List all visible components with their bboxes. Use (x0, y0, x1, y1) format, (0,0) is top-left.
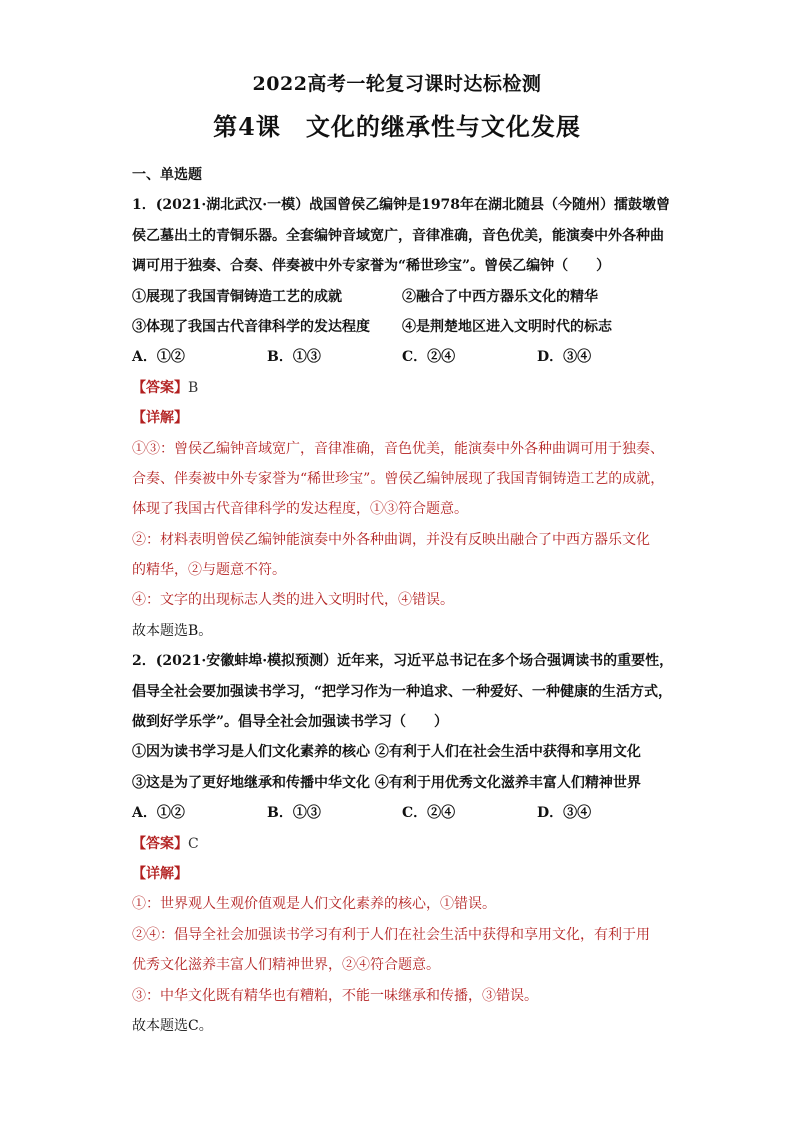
conclusion-line: 故本题选C。 (132, 1017, 213, 1034)
answer-line (132, 829, 672, 859)
conclusion-line: 故本题选B。 (132, 622, 213, 639)
question-stem-line: 做到好学乐学”。倡导全社会加强读书学习（ ） (132, 714, 449, 731)
statement-option: ①展现了我国青铜铸造工艺的成就 (132, 288, 342, 305)
document-title: 2022高考一轮复习课时达标检测 (252, 73, 542, 95)
choice-a: A．①② (132, 349, 185, 366)
detail-label: 【详解】 (132, 410, 188, 427)
choice-row (132, 342, 672, 372)
detail-line: ①：世界观人生观价值观是人们文化素养的核心，①错误。 (132, 896, 496, 913)
statement-option: ②融合了中西方器乐文化的精华 (402, 288, 598, 305)
detail-line: ①③：曾侯乙编钟音域宽广，音律准确，音色优美，能演奏中外各种曲调可用于独奏、 (132, 440, 664, 457)
statement-option: ③体现了我国古代音律科学的发达程度 (132, 318, 370, 335)
choice-row (132, 798, 672, 828)
detail-line: ④：文字的出现标志人类的进入文明时代，④错误。 (132, 592, 454, 609)
question-1 (132, 190, 672, 646)
question-stem-line: 侯乙墓出土的青铜乐器。全套编钟音域宽广，音律准确，音色优美，能演奏中外各种曲 (132, 227, 664, 244)
lesson-title: 第4课 文化的继承性与文化发展 (213, 112, 581, 141)
question-2 (132, 646, 672, 1041)
option-row (132, 282, 672, 312)
document-body (132, 160, 672, 1041)
choice-d: D．③④ (537, 349, 592, 366)
choice-b: B．①③ (267, 349, 321, 366)
statement-option-row: ①因为读书学习是人们文化素养的核心 ②有利于人们在社会生活中获得和享用文化 (132, 744, 641, 761)
detail-line: 优秀文化滋养丰富人们精神世界，②④符合题意。 (132, 957, 440, 974)
answer-label: 【答案】 (132, 379, 188, 396)
answer-value: C (188, 835, 199, 852)
choice-b: B．①③ (267, 805, 321, 822)
detail-line: ③：中华文化既有精华也有糟粕，不能一味继承和传播，③错误。 (132, 987, 538, 1004)
statement-option: ④是荆楚地区进入文明时代的标志 (402, 318, 612, 335)
answer-value: B (188, 379, 199, 396)
choice-c: C．②④ (402, 349, 456, 366)
question-stem-line: 2．(2021·安徽蚌埠·模拟预测）近年来，习近平总书记在多个场合强调读书的重要性， (132, 653, 674, 670)
question-stem-line: 1．(2021·湖北武汉·一模）战国曾侯乙编钟是1978年在湖北随县（今随州）擂鼓墩曾 (132, 197, 671, 214)
detail-line: ②：材料表明曾侯乙编钟能演奏中外各种曲调，并没有反映出融合了中西方器乐文化 (132, 531, 650, 548)
question-stem-line: 倡导全社会要加强读书学习，“把学习作为一种追求、一种爱好、一种健康的生活方式， (132, 683, 673, 700)
detail-line: ②④：倡导全社会加强读书学习有利于人们在社会生活中获得和享用文化，有利于用 (132, 926, 650, 943)
question-stem-line: 调可用于独奏、合奏、伴奏被中外专家誉为“稀世珍宝”。曾侯乙编钟（ ） (132, 258, 611, 275)
detail-line: 体现了我国古代音律科学的发达程度，①③符合题意。 (132, 501, 468, 518)
choice-a: A．①② (132, 805, 185, 822)
option-row (132, 312, 672, 342)
answer-line (132, 373, 672, 403)
detail-line: 合奏、伴奏被中外专家誉为“稀世珍宝”。曾侯乙编钟展现了我国青铜铸造工艺的成就， (132, 470, 665, 487)
choice-c: C．②④ (402, 805, 456, 822)
statement-option-row: ③这是为了更好地继承和传播中华文化 ④有利于用优秀文化滋养丰富人们精神世界 (132, 774, 641, 791)
section-heading: 一、单选题 (132, 167, 202, 183)
answer-label: 【答案】 (132, 835, 188, 852)
choice-d: D．③④ (537, 805, 592, 822)
detail-line: 的精华，②与题意不符。 (132, 562, 286, 579)
detail-label: 【详解】 (132, 865, 188, 882)
